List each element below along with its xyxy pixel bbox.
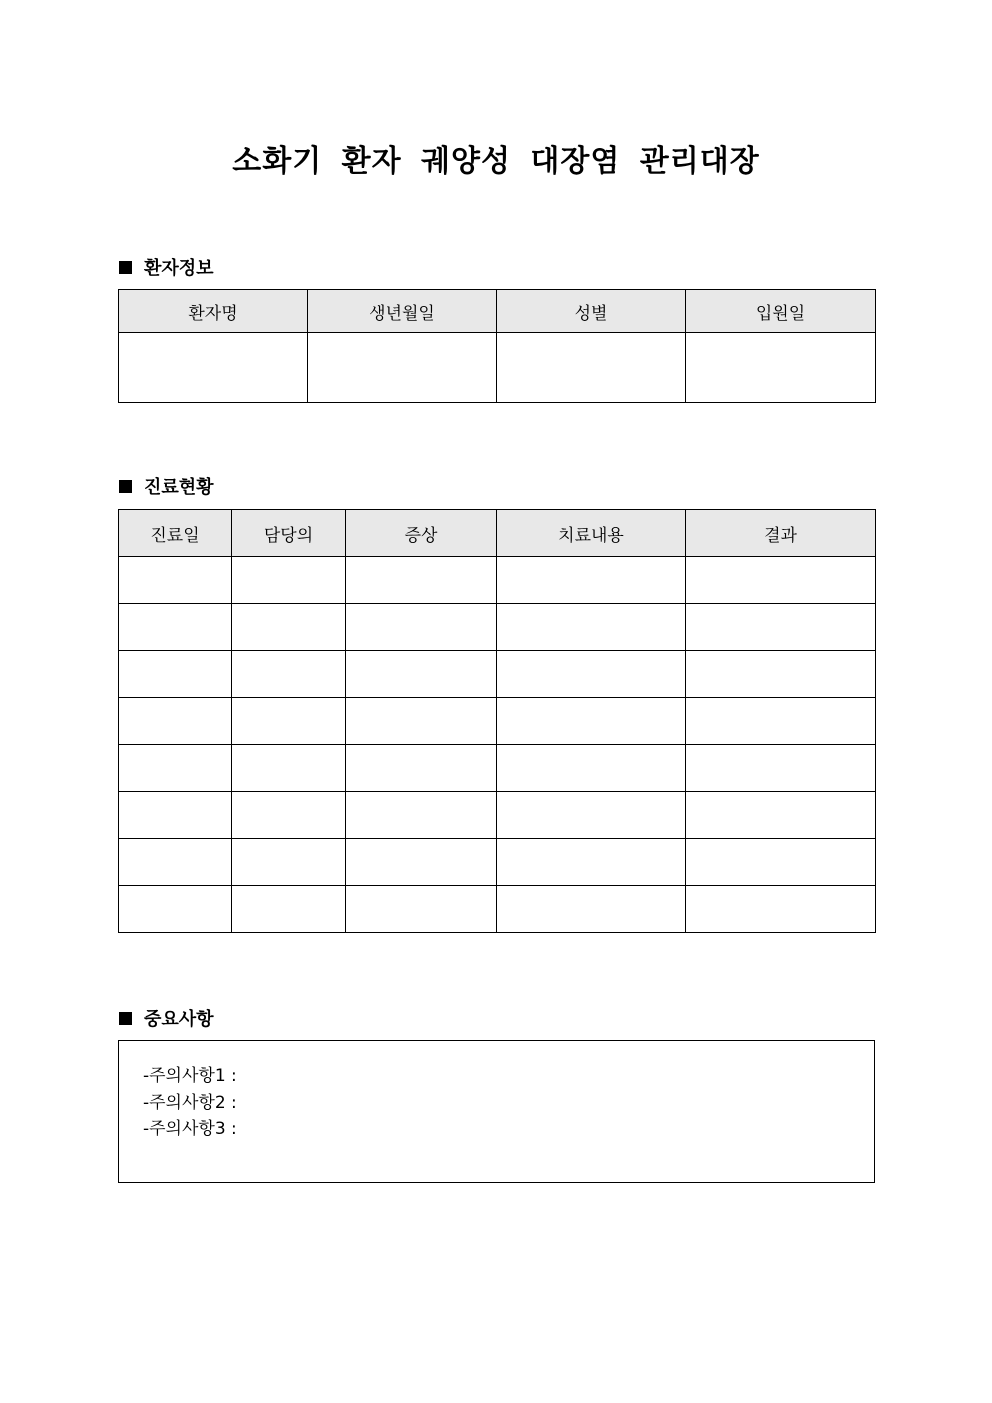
table-cell[interactable] xyxy=(119,745,232,792)
table-cell[interactable] xyxy=(119,839,232,886)
header-treatment-details: 치료내용 xyxy=(497,510,686,557)
table-cell[interactable] xyxy=(497,792,686,839)
header-admission-date: 입원일 xyxy=(686,290,876,333)
table-cell[interactable] xyxy=(497,604,686,651)
table-cell[interactable] xyxy=(119,698,232,745)
section-heading-label: 환자정보 xyxy=(144,258,214,279)
table-cell[interactable] xyxy=(232,698,346,745)
table-cell[interactable] xyxy=(232,745,346,792)
table-row xyxy=(119,839,876,886)
table-cell[interactable] xyxy=(686,698,876,745)
table-row xyxy=(119,651,876,698)
table-cell[interactable] xyxy=(346,651,497,698)
table-cell[interactable] xyxy=(232,886,346,933)
table-cell[interactable] xyxy=(497,886,686,933)
treatment-table xyxy=(118,509,876,933)
table-cell[interactable] xyxy=(232,839,346,886)
cell-gender[interactable] xyxy=(497,333,686,403)
header-patient-name: 환자명 xyxy=(119,290,308,333)
header-treatment-date: 진료일 xyxy=(119,510,232,557)
cell-birth-date[interactable] xyxy=(308,333,497,403)
table-row xyxy=(119,792,876,839)
table-cell[interactable] xyxy=(232,792,346,839)
header-doctor: 담당의 xyxy=(232,510,346,557)
patient-info-table xyxy=(118,289,876,403)
table-cell[interactable] xyxy=(497,839,686,886)
table-cell[interactable] xyxy=(346,886,497,933)
cell-admission-date[interactable] xyxy=(686,333,876,403)
header-birth-date: 생년월일 xyxy=(308,290,497,333)
square-bullet-icon xyxy=(119,1012,132,1025)
table-cell[interactable] xyxy=(346,839,497,886)
table-cell[interactable] xyxy=(497,698,686,745)
table-cell[interactable] xyxy=(497,651,686,698)
section-heading-patient-info xyxy=(119,254,214,280)
table-header-row xyxy=(119,510,876,557)
table-cell[interactable] xyxy=(346,604,497,651)
table-cell[interactable] xyxy=(232,651,346,698)
table-cell[interactable] xyxy=(686,839,876,886)
square-bullet-icon xyxy=(119,261,132,274)
table-cell[interactable] xyxy=(119,557,232,604)
table-cell[interactable] xyxy=(686,651,876,698)
table-cell[interactable] xyxy=(346,745,497,792)
table-cell[interactable] xyxy=(346,557,497,604)
page-title: 소화기 환자 궤양성 대장염 관리대장 xyxy=(232,144,760,179)
notes-box[interactable] xyxy=(118,1040,875,1183)
table-row xyxy=(119,745,876,792)
table-cell[interactable] xyxy=(686,557,876,604)
header-gender: 성별 xyxy=(497,290,686,333)
table-cell[interactable] xyxy=(686,886,876,933)
table-row xyxy=(119,333,876,403)
table-cell[interactable] xyxy=(497,557,686,604)
note-item-2: -주의사항2 : xyxy=(143,1093,237,1113)
note-item-1: -주의사항1 : xyxy=(143,1066,237,1086)
table-cell[interactable] xyxy=(119,651,232,698)
header-symptoms: 증상 xyxy=(346,510,497,557)
table-row xyxy=(119,886,876,933)
square-bullet-icon xyxy=(119,480,132,493)
table-cell[interactable] xyxy=(686,604,876,651)
section-heading-label: 진료현황 xyxy=(144,477,214,498)
table-row xyxy=(119,698,876,745)
table-cell[interactable] xyxy=(346,792,497,839)
header-result: 결과 xyxy=(686,510,876,557)
table-cell[interactable] xyxy=(232,557,346,604)
table-cell[interactable] xyxy=(232,604,346,651)
table-cell[interactable] xyxy=(497,745,686,792)
table-header-row xyxy=(119,290,876,333)
cell-patient-name[interactable] xyxy=(119,333,308,403)
table-cell[interactable] xyxy=(119,792,232,839)
table-cell[interactable] xyxy=(346,698,497,745)
table-cell[interactable] xyxy=(686,745,876,792)
table-row xyxy=(119,557,876,604)
table-cell[interactable] xyxy=(119,886,232,933)
section-heading-label: 중요사항 xyxy=(144,1009,214,1030)
note-item-3: -주의사항3 : xyxy=(143,1119,237,1139)
table-cell[interactable] xyxy=(686,792,876,839)
table-row xyxy=(119,604,876,651)
section-heading-notes xyxy=(119,1005,214,1031)
table-cell[interactable] xyxy=(119,604,232,651)
section-heading-treatment xyxy=(119,473,214,499)
